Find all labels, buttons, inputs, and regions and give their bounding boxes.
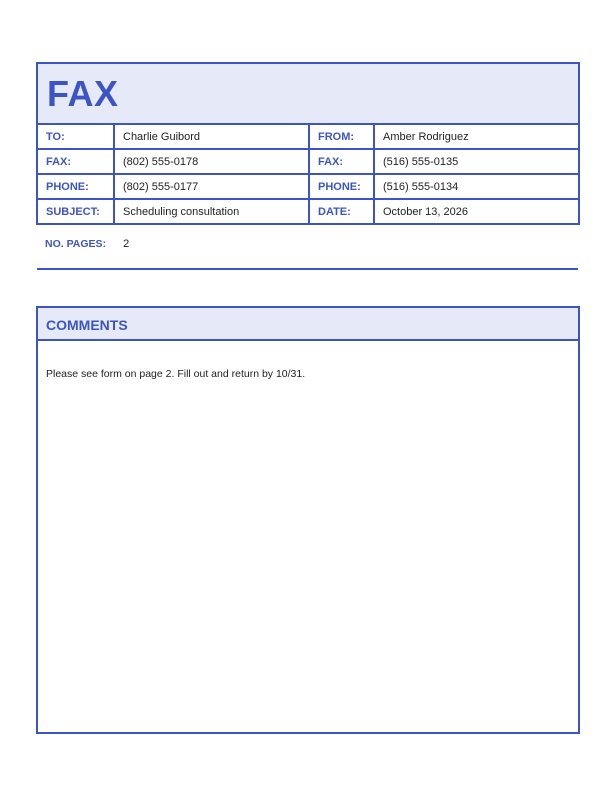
fax-info-table bbox=[38, 125, 578, 223]
table-row bbox=[38, 199, 578, 223]
from-label: FROM: bbox=[309, 125, 374, 149]
fax-info-box bbox=[36, 62, 580, 225]
to-phone-label: PHONE: bbox=[38, 174, 114, 199]
date-label: DATE: bbox=[309, 199, 374, 223]
from-value[interactable]: Amber Rodriguez bbox=[374, 125, 578, 149]
from-phone-label: PHONE: bbox=[309, 174, 374, 199]
to-label: TO: bbox=[38, 125, 114, 149]
table-row bbox=[38, 149, 578, 174]
to-phone-value[interactable]: (802) 555-0177 bbox=[114, 174, 309, 199]
comments-header bbox=[38, 308, 578, 341]
pages-line bbox=[45, 238, 129, 250]
table-row bbox=[38, 174, 578, 199]
comments-title: COMMENTS bbox=[46, 317, 128, 333]
pages-label: NO. PAGES: bbox=[45, 238, 107, 250]
subject-label: SUBJECT: bbox=[38, 199, 114, 223]
to-fax-label: FAX: bbox=[38, 149, 114, 174]
from-fax-value[interactable]: (516) 555-0135 bbox=[374, 149, 578, 174]
table-row bbox=[38, 125, 578, 149]
comments-box bbox=[36, 306, 580, 734]
to-fax-value[interactable]: (802) 555-0178 bbox=[114, 149, 309, 174]
fax-title: FAX bbox=[47, 73, 119, 114]
date-value[interactable]: October 13, 2026 bbox=[374, 199, 578, 223]
fax-header bbox=[38, 64, 578, 125]
comments-text[interactable]: Please see form on page 2. Fill out and return by 10/31. bbox=[46, 368, 306, 380]
subject-value[interactable]: Scheduling consultation bbox=[114, 199, 309, 223]
from-phone-value[interactable]: (516) 555-0134 bbox=[374, 174, 578, 199]
pages-value[interactable]: 2 bbox=[123, 238, 130, 250]
to-value[interactable]: Charlie Guibord bbox=[114, 125, 309, 149]
from-fax-label: FAX: bbox=[309, 149, 374, 174]
divider bbox=[37, 268, 578, 270]
